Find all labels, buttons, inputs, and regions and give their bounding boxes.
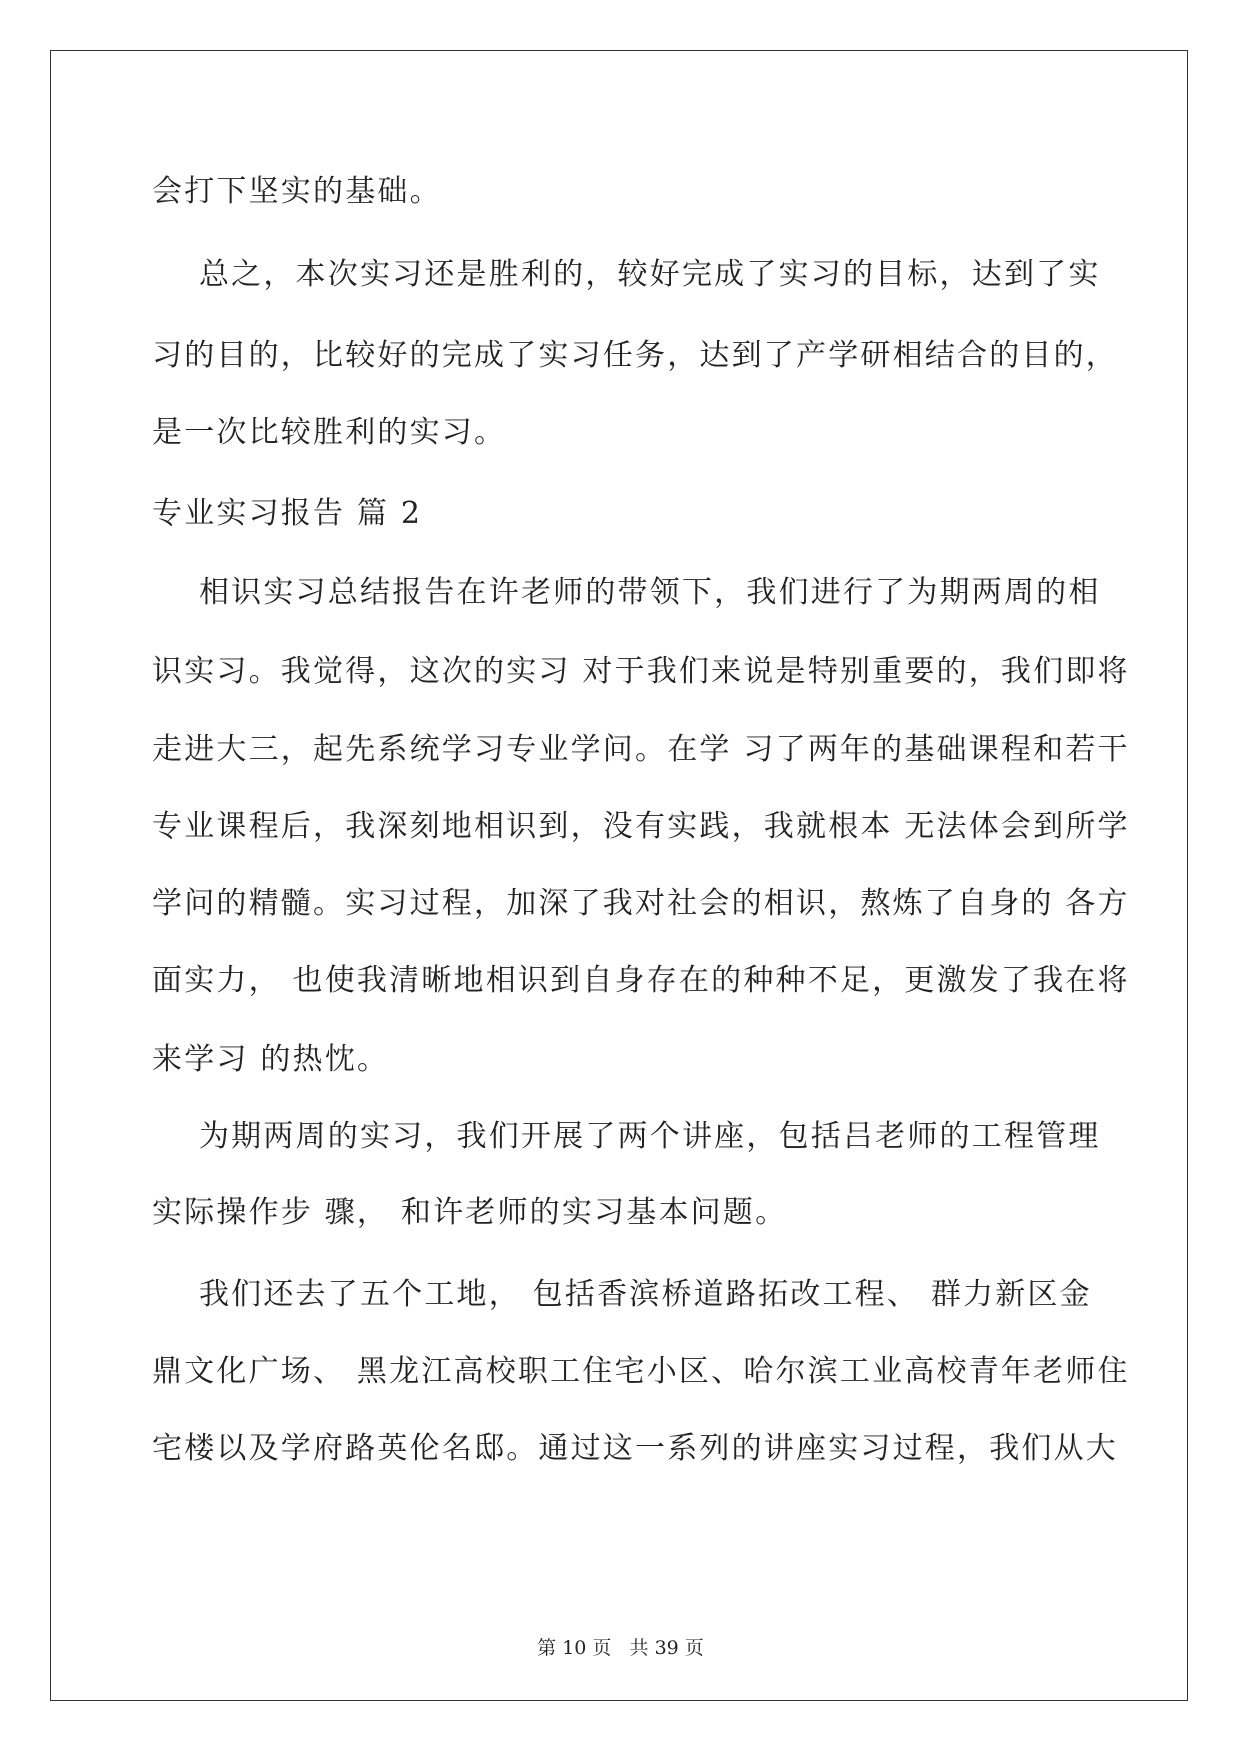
text-line: 是一次比较胜利的实习。 bbox=[152, 415, 507, 450]
text-line: 我们还去了五个工地， 包括香滨桥道路拓改工程、 群力新区金 bbox=[152, 1277, 1092, 1312]
text-line: 学问的精髓。实习过程，加深了我对社会的相识，熬炼了自身的 各方 bbox=[152, 886, 1130, 921]
text-line: 专业课程后，我深刻地相识到，没有实践，我就根本 无法体会到所学 bbox=[152, 809, 1130, 844]
text-line: 来学习 的热忱。 bbox=[152, 1042, 390, 1077]
page-footer: 第 10 页 共 39 页 bbox=[537, 1637, 704, 1659]
text-line: 识实习。我觉得，这次的实习 对于我们来说是特别重要的，我们即将 bbox=[152, 654, 1130, 689]
text-line: 总之，本次实习还是胜利的，较好完成了实习的目标，达到了实 bbox=[152, 257, 1101, 292]
section-heading: 专业实习报告 篇 2 bbox=[152, 496, 423, 531]
text-line: 相识实习总结报告在许老师的带领下，我们进行了为期两周的相 bbox=[152, 575, 1101, 610]
text-line: 鼎文化广场、 黑龙江高校职工住宅小区、哈尔滨工业高校青年老师住 bbox=[152, 1354, 1130, 1389]
text-line: 会打下坚实的基础。 bbox=[152, 174, 442, 209]
text-line: 面实力， 也使我清晰地相识到自身存在的种种不足，更激发了我在将 bbox=[152, 963, 1130, 998]
text-line: 实际操作步 骤， 和许老师的实习基本问题。 bbox=[152, 1195, 788, 1230]
text-line: 为期两周的实习，我们开展了两个讲座，包括吕老师的工程管理 bbox=[152, 1119, 1101, 1154]
text-line: 走进大三，起先系统学习专业学问。在学 习了两年的基础课程和若干 bbox=[152, 732, 1130, 767]
text-line: 宅楼以及学府路英伦名邸。通过这一系列的讲座实习过程，我们从大 bbox=[152, 1431, 1118, 1466]
text-line: 习的目的，比较好的完成了实习任务，达到了产学研相结合的目的， bbox=[152, 338, 1118, 373]
